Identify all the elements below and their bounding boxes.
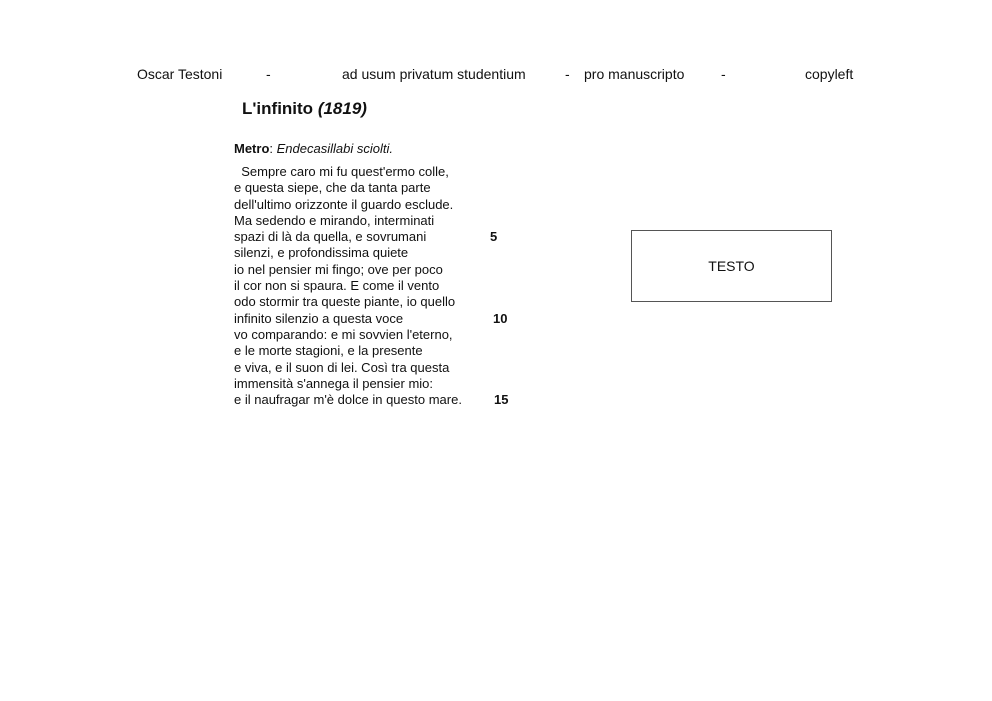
verse-text: vo comparando: e mi sovvien l'eterno, (234, 326, 453, 342)
poem-title-text: L'infinito (242, 99, 314, 118)
poem-verse (234, 229, 498, 245)
poem-verse (234, 310, 508, 327)
header-manuscript-note: pro manuscripto (584, 66, 685, 82)
line-number: 15 (494, 392, 509, 408)
header-separator: - (565, 66, 570, 82)
poem-verse (234, 392, 509, 408)
verse-text: odo stormir tra queste piante, io quello (234, 294, 456, 310)
testo-button[interactable] (631, 230, 832, 302)
verse-text: e il naufragar m'è dolce in questo mare. (234, 392, 462, 408)
verse-text: io nel pensier mi fingo; ove per poco (234, 261, 443, 277)
verse-text: Sempre caro mi fu quest'ermo colle, (234, 164, 449, 179)
poem-verse (234, 262, 462, 278)
verse-text: e questa siepe, che da tanta parte (234, 180, 431, 196)
testo-button-label: TESTO (708, 258, 755, 274)
poem-verse (234, 245, 462, 261)
poem-verse (234, 180, 462, 196)
header-separator: - (721, 66, 726, 82)
poem-verse (234, 197, 462, 213)
verse-text: il cor non si spaura. E come il vento (234, 278, 440, 294)
line-number: 10 (493, 310, 508, 326)
poem-title (242, 99, 367, 119)
poem-verse (234, 294, 462, 310)
header-separator: - (266, 66, 271, 82)
poem-verse (234, 376, 462, 392)
meter-label: Metro (234, 141, 270, 156)
poem-verse (234, 278, 462, 294)
verse-text: e le morte stagioni, e la presente (234, 343, 423, 359)
header-usage-note: ad usum privatum studentium (342, 66, 526, 82)
meter-separator: : (269, 141, 277, 156)
poem-verse (234, 164, 462, 180)
poem-verse (234, 360, 462, 376)
poem-verse (234, 343, 462, 359)
poem-verse (234, 327, 462, 343)
verse-text: immensità s'annega il pensier mio: (234, 375, 434, 391)
poem-year: (1819) (317, 99, 367, 118)
verse-text: e viva, e il suon di lei. Così tra questa (234, 359, 450, 375)
header-license: copyleft (805, 66, 854, 82)
verse-text: spazi di là da quella, e sovrumani (234, 229, 427, 245)
poem-body (234, 164, 509, 408)
meter-value: Endecasillabi sciolti. (276, 141, 393, 156)
poem-meter (234, 141, 393, 156)
verse-text: infinito silenzio a questa voce (234, 310, 404, 326)
verse-text: dell'ultimo orizzonte il guardo esclude. (234, 196, 454, 212)
verse-text: silenzi, e profondissima quiete (234, 245, 409, 261)
line-number: 5 (490, 229, 498, 245)
header-author: Oscar Testoni (137, 66, 223, 82)
verse-text: Ma sedendo e mirando, interminati (234, 212, 435, 228)
poem-verse (234, 213, 462, 229)
